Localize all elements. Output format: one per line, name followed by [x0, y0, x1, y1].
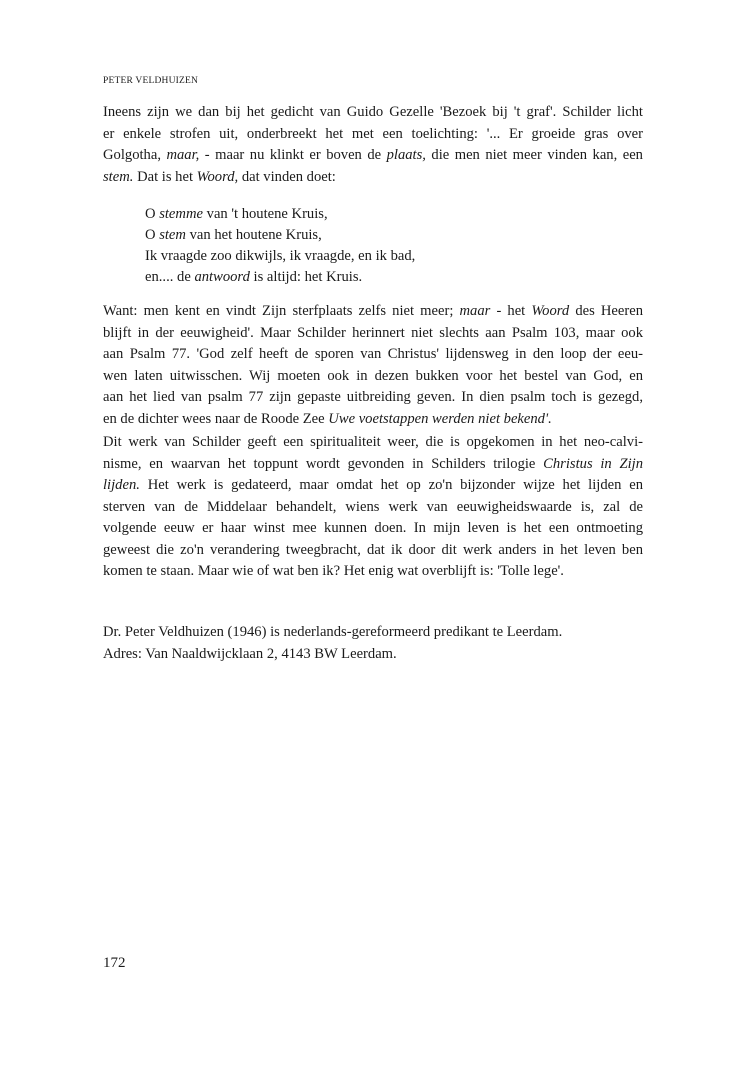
text-line: komen te staan. Maar wie of wat ben ik? Het enig wat overblijft is: 'Tolle lege'.: [103, 563, 564, 579]
text-line: Ineens zijn we dan bij het gedicht van Guido Gezelle 'Bezoek bij 't graf'. Schilder licht: [103, 104, 643, 120]
text-segment: - maar nu klinkt er boven de: [204, 147, 382, 163]
italic-segment: antwoord: [194, 269, 250, 285]
italic-segment: Woord: [531, 303, 570, 319]
italic-segment: stem.: [103, 168, 134, 185]
text-line: Dit werk van Schilder geeft een spiritualiteit weer, die is opgekomen in het neo-calvi-: [103, 434, 643, 450]
text-segment: en de dichter wees naar de Roode Zee: [103, 410, 325, 427]
paragraph-psalm: [103, 301, 643, 430]
paragraph-spirituality: [103, 432, 643, 583]
text-line: sterven van de Middelaar behandelt, wiens werk van eeuwigheidswaarde is, zal de: [103, 498, 643, 515]
text-line: [103, 167, 643, 189]
text-segment: O: [145, 206, 156, 222]
paragraph-intro: [103, 102, 643, 188]
italic-segment: lijden.: [103, 477, 140, 493]
text-line: blijft in der eeuwigheid'. Maar Schilder herinnert niet slechts aan Psalm 103, maar ook: [103, 324, 643, 341]
text-line: [103, 145, 643, 167]
italic-segment: Woord,: [196, 168, 239, 185]
bio-line: Dr. Peter Veldhuizen (1946) is nederlands-gereformeerd predikant te Leerdam.: [103, 624, 563, 640]
text-line: volgende eeuw er haar winst mee kunnen doen. In mijn leven is het een ontmoeting: [103, 520, 643, 536]
text-segment: Dat is het: [137, 168, 193, 185]
text-line: [103, 301, 643, 323]
text-segment: O: [145, 227, 156, 243]
text-line: aan Psalm 77. 'God zelf heeft de sporen van Christus' lijdensweg in den loop der eeu-: [103, 346, 643, 362]
author-bio: [103, 622, 562, 665]
text-segment: des Heeren: [575, 303, 643, 319]
text-segment: dat vinden doet:: [241, 168, 336, 185]
poem-line: [145, 225, 415, 246]
text-segment: - het: [496, 303, 526, 319]
running-head: PETER VELDHUIZEN: [103, 76, 199, 86]
text-segment: van 't houtene Kruis,: [206, 206, 328, 222]
poem-quote: [145, 204, 415, 288]
text-segment: is altijd: het Kruis.: [253, 269, 363, 285]
text-line: [103, 409, 643, 431]
text-line: [103, 454, 643, 476]
text-segment: Het werk is gedateerd, maar omdat het op zo'n bijzonder wijze het lijden en: [147, 477, 643, 493]
text-line: er enkele strofen uit, onderbreekt het met een toelichting: '... Er groeide gras over: [103, 125, 643, 142]
poem-line: [145, 267, 415, 288]
page-number: 172: [103, 955, 126, 971]
italic-segment: stem: [159, 227, 186, 243]
text-segment: van het houtene Kruis,: [189, 227, 322, 243]
text-line: wen laten uitwisschen. Wij moeten ook in dezen bukken voor het bestel van God, en: [103, 367, 643, 384]
text-segment: nisme, en waarvan het toppunt wordt gevonden in Schilders trilogie: [103, 455, 536, 472]
text-segment: Golgotha,: [103, 147, 161, 163]
text-line: [103, 475, 643, 497]
text-segment: Want: men kent en vindt Zijn sterfplaats zelfs niet meer;: [103, 303, 454, 319]
italic-segment: stemme: [159, 206, 203, 222]
text-line: geweest die zo'n verandering tweegbracht, dat ik door dit werk anders in het leven ben: [103, 541, 643, 558]
address-line: Adres: Van Naaldwijcklaan 2, 4143 BW Leerdam.: [103, 645, 397, 662]
italic-segment: plaats,: [386, 147, 426, 163]
text-segment: en.... de: [145, 269, 191, 285]
poem-line: [145, 204, 415, 225]
italic-segment: maar,: [166, 147, 200, 163]
italic-segment: Uwe voetstappen werden niet bekend'.: [328, 410, 552, 427]
text-line: aan het lied van psalm 77 zijn gepaste uitbreiding geven. In dien psalm toch is gezegd,: [103, 389, 643, 405]
text-segment: die men niet meer vinden kan, een: [431, 147, 643, 163]
italic-segment: Christus in Zijn: [543, 455, 643, 472]
poem-line: Ik vraagde zoo dikwijls, ik vraagde, en ik bad,: [145, 248, 416, 264]
italic-segment: maar: [459, 303, 491, 319]
